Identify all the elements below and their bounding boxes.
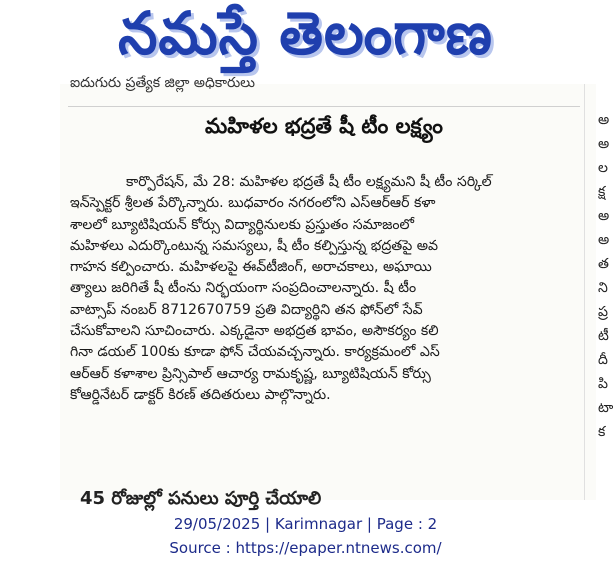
side-column-glyph: టా: [598, 400, 613, 416]
article-body-line: కార్పొరేషన్‌, మే 28: మహిళల భద్రతే షీ టీం లక్ష్యమని షీ టీం సర్కిల్‌: [126, 174, 492, 190]
side-column-glyph: క: [598, 424, 606, 440]
article-body: [70, 172, 578, 406]
article-headline: మహిళల భద్రతే షీ టీం లక్ష్యం: [205, 114, 443, 138]
side-column-glyph: అ: [598, 232, 610, 248]
article-body-line: చేసుకోవాలని సూచించారు. ఎక్కడైనా అభద్రత భావం, అసౌకర్యం కలి: [70, 323, 439, 340]
side-column-glyph: అ: [598, 208, 610, 224]
masthead-title: నమస్తే తెలంగాణ: [118, 0, 493, 68]
article-body-line: ఇన్‌స్పెక్టర్‌ శ్రీలత పేర్కొన్నారు. బుధవారం నగరంలోని ఎస్‌ఆర్‌ఆర్‌ కళా: [70, 195, 436, 212]
side-column-glyph: అ: [598, 112, 610, 128]
side-column-glyph: దీ: [598, 352, 608, 368]
side-column-glyph: పి: [598, 376, 608, 392]
article-body-line: గాహన కల్పించారు. మహిళలపై ఈవ్‌టీజింగ్‌, అరాచకాలు, అఘాయి: [70, 259, 432, 276]
footer-source-link[interactable]: Source : https://epaper.ntnews.com/: [169, 539, 442, 557]
cut-previous-article-text: ఐదుగురు ప్రత్యేక జిల్లా అధికారులు: [70, 75, 255, 91]
masthead: [0, 0, 611, 82]
article-divider: [68, 106, 580, 107]
side-column-glyph: ప్ర: [598, 304, 608, 320]
side-column-glyph: త: [598, 256, 609, 272]
column-divider: [584, 84, 585, 500]
news-clipping: [60, 75, 596, 509]
epaper-footer: [0, 512, 611, 560]
article-body-line: గినా డయల్‌ 100కు కూడా ఫోన్‌ చేయవచ్చన్నారు. కార్యక్రమంలో ఎస్‌: [70, 344, 440, 361]
article-body-line: త్యాలు జరిగితే షీ టీంను నిర్భయంగా సంప్రదించాలన్నారు. షీ టీం: [70, 280, 417, 297]
adjacent-column-fragment: [598, 108, 611, 500]
article-body-line: కోఆర్డినేటర్‌ డాక్టర్‌ కిరణ్‌ తదితరులు పాల్గొన్నారు.: [70, 386, 331, 403]
side-column-glyph: టీ: [598, 328, 609, 344]
article-body-line: శాలలో బ్యూటిషియన్‌ కోర్సు విద్యార్థినులకు ప్రస్తుతం సమాజంలో: [70, 216, 415, 233]
side-column-glyph: అ: [598, 136, 610, 152]
side-column-glyph: ని: [598, 280, 608, 296]
article-body-line: వాట్సాప్‌ నంబర్‌ 8712670759 ప్రతి విద్యార్థిని తన ఫోన్‌లో సేవ్‌: [70, 301, 423, 318]
footer-meta: 29/05/2025 | Karimnagar | Page : 2: [173, 515, 438, 533]
article-body-line: మహిళలు ఎదుర్కొంటున్న సమస్యలు, షీ టీం కల్పిస్తున్న భద్రతపై అవ: [70, 237, 439, 254]
article-body-line: ఆర్‌ఆర్‌ కళాశాల ప్రిన్సిపాల్‌ ఆచార్య రామకృష్ణ, బ్యూటిషియన్‌ కోర్సు: [70, 365, 431, 382]
side-column-glyph: ల: [598, 160, 608, 176]
cut-next-article-headline: 45 రోజుల్లో పనులు పూర్తి చేయాలి: [80, 488, 322, 509]
side-column-glyph: క్ష: [598, 184, 606, 200]
